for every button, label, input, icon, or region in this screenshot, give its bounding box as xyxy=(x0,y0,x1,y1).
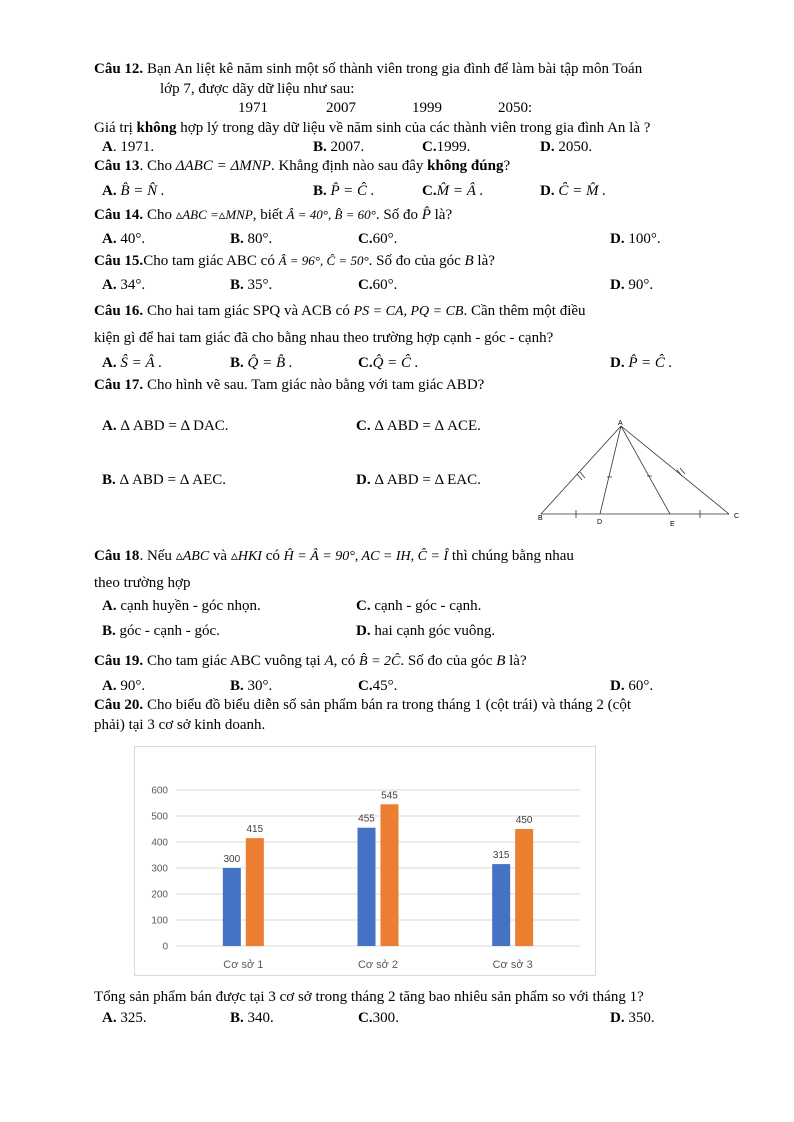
q15-option-d[interactable]: D. 90°. xyxy=(610,277,654,293)
q20-option-b[interactable]: B. 340. xyxy=(230,1010,274,1026)
y-tick-label: 0 xyxy=(162,941,168,953)
segment-ae xyxy=(621,426,670,514)
q15-option-a[interactable]: A. 34°. xyxy=(102,277,146,293)
vertex-b-label: B xyxy=(538,515,543,522)
q20-option-c[interactable]: C.300. xyxy=(358,1010,399,1026)
q16-option-a[interactable]: A. Ŝ = Â . xyxy=(102,355,163,371)
vertex-a-label: A xyxy=(618,420,623,427)
q19-option-c[interactable]: C.45°. xyxy=(358,678,398,694)
vertex-d-label: D xyxy=(597,519,603,526)
q12-option-b[interactable]: B. 2007. xyxy=(313,139,365,155)
q14-option-c[interactable]: C.60°. xyxy=(358,231,398,247)
q19-option-a[interactable]: A. 90°. xyxy=(102,678,146,694)
q18-option-a[interactable]: A. cạnh huyền - góc nhọn. xyxy=(102,598,261,614)
segment-ab xyxy=(541,426,621,514)
x-tick-label: Cơ sở 2 xyxy=(357,959,399,971)
q18-option-d[interactable]: D. hai cạnh góc vuông. xyxy=(356,623,496,639)
bar-2-1 xyxy=(246,838,264,946)
x-tick-label: Cơ sở 1 xyxy=(223,959,264,971)
q12-data-3: 1999 xyxy=(412,100,442,116)
y-tick-label: 300 xyxy=(151,863,168,875)
y-tick-label: 200 xyxy=(151,889,168,901)
bar-1-1 xyxy=(223,868,241,946)
x-tick-label: Cơ sở 3 xyxy=(492,959,533,971)
vertex-e-label: E xyxy=(670,521,675,528)
q15-line: Câu 15.Cho tam giác ABC có Â = 96°, Ĉ = 50°. Số đo của góc B là? xyxy=(94,253,495,269)
y-tick-label: 100 xyxy=(151,915,168,927)
q18-line2: theo trường hợp xyxy=(94,575,191,591)
q13-option-d[interactable]: D. Ĉ = M̂ . xyxy=(540,183,606,199)
q17-line: Câu 17. Cho hình vẽ sau. Tam giác nào bằng với tam giác ABD? xyxy=(94,377,485,393)
data-label: 300 xyxy=(223,854,241,865)
data-label: 455 xyxy=(358,813,375,825)
q19-option-b[interactable]: B. 30°. xyxy=(230,678,273,694)
q14-option-b[interactable]: B. 80°. xyxy=(230,231,273,247)
q16-line2: kiện gì để hai tam giác đã cho bằng nhau theo trường hợp cạnh - góc - cạnh? xyxy=(94,330,554,346)
q13-option-a[interactable]: A. B̂ = N̂ . xyxy=(102,183,165,199)
q19-option-d[interactable]: D. 60°. xyxy=(610,678,654,694)
y-tick-label: 500 xyxy=(151,811,168,823)
q20-option-a[interactable]: A. 325. xyxy=(102,1010,147,1026)
vertex-c-label: C xyxy=(734,513,740,520)
q12-data-4: 2050: xyxy=(498,100,533,116)
data-label: 415 xyxy=(246,824,264,836)
segment-ac xyxy=(621,426,729,514)
q14-option-a[interactable]: A. 40°. xyxy=(102,231,146,247)
bar-chart xyxy=(134,746,596,976)
q18-option-b[interactable]: B. góc - cạnh - góc. xyxy=(102,623,220,639)
q16-option-d[interactable]: D. P̂ = Ĉ . xyxy=(610,355,673,371)
bar-1-2 xyxy=(358,828,376,946)
data-label: 545 xyxy=(381,790,398,802)
q20-question: Tổng sản phẩm bán được tại 3 cơ sở trong tháng 2 tăng bao nhiêu sản phẩm so với tháng 1? xyxy=(94,989,644,1005)
q14-line: Câu 14. Cho ▵ABC =▵MNP, biết Â = 40°, B̂ = 60°. Số đo P̂ là? xyxy=(94,207,453,223)
q15-option-b[interactable]: B. 35°. xyxy=(230,277,273,293)
q20-option-d[interactable]: D. 350. xyxy=(610,1010,655,1026)
bar-1-3 xyxy=(492,864,510,946)
q17-option-a[interactable]: A. Δ ABD = Δ DAC. xyxy=(102,418,229,434)
data-label: 450 xyxy=(515,815,533,826)
bar-2-3 xyxy=(515,829,533,946)
q17-triangle-figure xyxy=(530,418,750,530)
q20-line2: phải) tại 3 cơ sở kinh doanh. xyxy=(94,717,266,733)
q18-option-c[interactable]: C. cạnh - góc - cạnh. xyxy=(356,598,482,614)
q12-data-1: 1971 xyxy=(238,100,268,116)
q12-option-d[interactable]: D. 2050. xyxy=(540,139,593,155)
q12-option-a[interactable]: A. 1971. xyxy=(102,139,155,155)
q16-line1: Câu 16. Cho hai tam giác SPQ và ACB có PS = CA, PQ = CB. Cần thêm một điều xyxy=(94,303,586,319)
q16-option-b[interactable]: B. Q̂ = B̂ . xyxy=(230,355,293,371)
q13-line: Câu 13. Cho ΔABC = ΔMNP. Khẳng định nào sau đây không đúng? xyxy=(94,158,511,174)
q19-line: Câu 19. Cho tam giác ABC vuông tại A, có B̂ = 2Ĉ. Số đo của góc B là? xyxy=(94,653,527,669)
segment-ad xyxy=(600,426,621,514)
q12-data-2: 2007 xyxy=(326,100,356,116)
q14-option-d[interactable]: D. 100°. xyxy=(610,231,661,247)
q12-line2: lớp 7, được dãy dữ liệu như sau: xyxy=(160,81,355,97)
q13-option-b[interactable]: B. P̂ = Ĉ . xyxy=(313,183,375,199)
q18-line1: Câu 18. Nếu ▵ABC và ▵HKI có Ĥ = Â = 90°, AC = IH, Ĉ = Î thì chúng bằng nhau xyxy=(94,548,574,564)
q17-option-d[interactable]: D. Δ ABD = Δ EAC. xyxy=(356,472,481,488)
bar-2-2 xyxy=(381,804,399,946)
q12-option-c[interactable]: C.1999. xyxy=(422,139,471,155)
q12-line1: Câu 12. Bạn An liệt kê năm sinh một số thành viên trong gia đình để làm bài tập môn Toán xyxy=(94,61,643,77)
q15-option-c[interactable]: C.60°. xyxy=(358,277,398,293)
y-tick-label: 400 xyxy=(151,837,168,849)
q17-option-c[interactable]: C. Δ ABD = Δ ACE. xyxy=(356,418,481,434)
q17-option-b[interactable]: B. Δ ABD = Δ AEC. xyxy=(102,472,227,488)
q13-option-c[interactable]: C.M̂ = Â . xyxy=(422,183,484,199)
q20-line1: Câu 20. Cho biểu đồ biểu diễn số sản phẩm bán ra trong tháng 1 (cột trái) và tháng 2 (cột xyxy=(94,697,631,713)
q16-option-c[interactable]: C.Q̂ = Ĉ . xyxy=(358,355,419,371)
q12-question: Giá trị không hợp lý trong dãy dữ liệu về năm sinh của các thành viên trong gia đình An là ? xyxy=(94,120,651,136)
data-label: 315 xyxy=(492,850,510,862)
y-tick-label: 600 xyxy=(151,785,168,797)
